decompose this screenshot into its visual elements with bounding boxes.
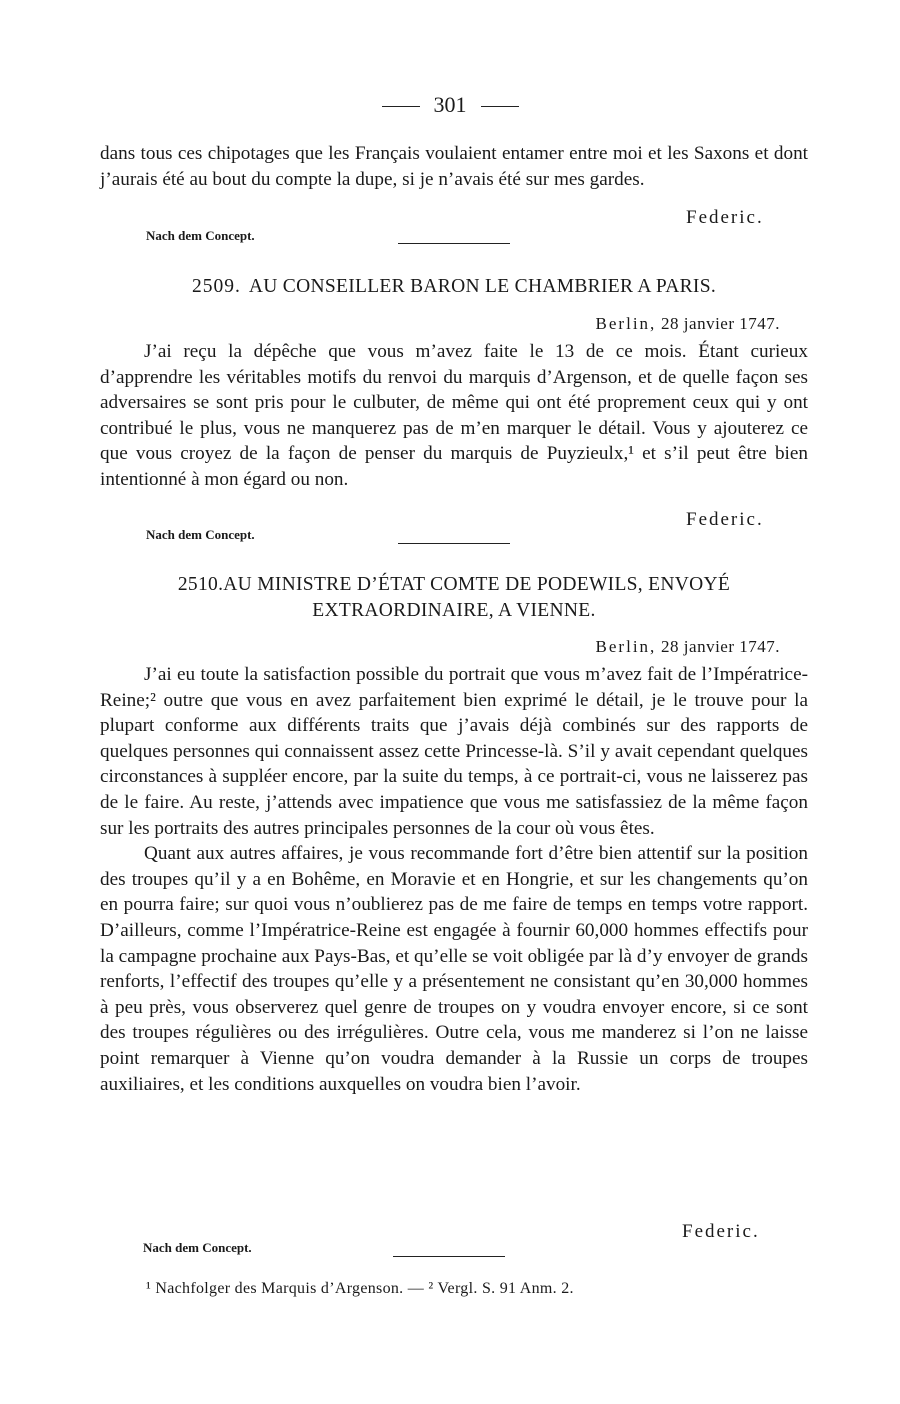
footnotes: ¹ Nachfolger des Marquis d’Argenson. — ² Vergl. S. 91 Anm. 2.: [146, 1280, 574, 1297]
letter-2510-heading: [100, 572, 808, 624]
letter-2509-title: AU CONSEILLER BARON LE CHAMBRIER A PARIS.: [248, 276, 717, 297]
page-number: 301: [433, 92, 467, 117]
intro-signature: Federic.: [686, 207, 764, 228]
letter-2510-date: 28 janvier 1747.: [661, 637, 780, 656]
letter-2509-place: Berlin,: [595, 314, 657, 333]
letter-2510-number: 2510.: [177, 574, 224, 595]
page-header: [0, 92, 900, 118]
letter-2510-source-note: Nach dem Concept.: [143, 1240, 252, 1255]
letter-2510-dateline: [596, 637, 780, 657]
letter-2510-place: Berlin,: [595, 637, 657, 656]
letter-2510-title-line1: AU MINISTRE D’ÉTAT COMTE DE PODEWILS, ENVOYÉ: [223, 574, 731, 595]
letter-2510-divider: [393, 1256, 505, 1257]
letter-2510-heading-line2: EXTRAORDINAIRE, A VIENNE.: [312, 600, 596, 621]
letter-2510-paragraph-2: Quant aux autres affaires, je vous recommande fort d’être bien attentif sur la position des troupes qu’il y a en Bohême, en Moravie et en Hongrie, et sur les changements qu’on en pourra faire; sur quoi vous n’oublierez pas de me faire de temps en temps votre rapport. D’ailleurs, comme l’Impératrice-Reine est engagée à fournir 60,000 hommes effectifs pour la campagne prochaine aux Pays-Bas, et qu’elle se voit obligée par là d’y envoyer de grands renforts, l’effectif des troupes qu’elle y a présentement ne consistant qu’en 30,000 hommes à peu près, vous observerez quel genre de troupes on y voudra envoyer encore, si ce sont des troupes régulières ou des irrégulières. Outre cela, vous me manderez si l’on ne laisse point remarquer à Vienne qu’on voudra demander à la Russie un corps de troupes auxiliaires, et les conditions auxquelles on voudra bien l’avoir.: [100, 843, 808, 1095]
letter-2509-date: 28 janvier 1747.: [661, 314, 780, 333]
header-dash-left: [382, 106, 420, 107]
letter-2509-number: 2509.: [191, 276, 241, 297]
intro-divider: [398, 243, 510, 244]
intro-paragraph: dans tous ces chipotages que les Français voulaient entamer entre moi et les Saxons et dont j’aurais été au bout du compte la dupe, si je n’avais été sur mes gardes.: [100, 143, 808, 190]
letter-2509-dateline: [596, 314, 780, 334]
letter-2510-signature: Federic.: [682, 1221, 760, 1242]
header-dash-right: [481, 106, 519, 107]
letter-2509-body: [100, 339, 808, 493]
intro-source-note: Nach dem Concept.: [146, 228, 255, 243]
letter-2509-paragraph: J’ai reçu la dépêche que vous m’avez faite le 13 de ce mois. Étant curieux d’apprendre les véritables motifs du renvoi du marquis d’Argenson, et de quelle façon ses adversaires se sont pris pour le culbuter, de même qui ont été proprement ceux qui y ont contribué le plus, vous ne manquerez pas de m’en marquer le détail. Vous y ajouterez ce que vous croyez de la façon de penser du marquis de Puyzieulx,¹ et s’il peut être bien intentionné à mon égard ou non.: [100, 341, 808, 490]
letter-2509-divider: [398, 543, 510, 544]
letter-2510-body: [100, 662, 808, 1097]
letter-2509-heading: [100, 276, 808, 298]
letter-2510-heading-line1: [100, 572, 808, 598]
letter-2509-signature: Federic.: [686, 509, 764, 530]
letter-2509-source-note: Nach dem Concept.: [146, 527, 255, 542]
letter-2510-paragraph-1: J’ai eu toute la satisfaction possible du portrait que vous m’avez fait de l’Impératrice-Reine;² outre que vous en avez parfaitement bien exprimé le détail, je le trouve pour la plupart conforme aux différents traits que j’avais déjà combinés sur des rapports de quelques personnes qui connaissent assez cette Princesse-là. S’il y avait cependant quelques circonstances à suppléer encore, par la suite du temps, à ce portrait-ci, vous ne laisserez pas de le faire. Au reste, j’attends avec impatience que vous me satisfassiez de la même façon sur les portraits des autres principales personnes de la cour où vous êtes.: [100, 664, 808, 839]
